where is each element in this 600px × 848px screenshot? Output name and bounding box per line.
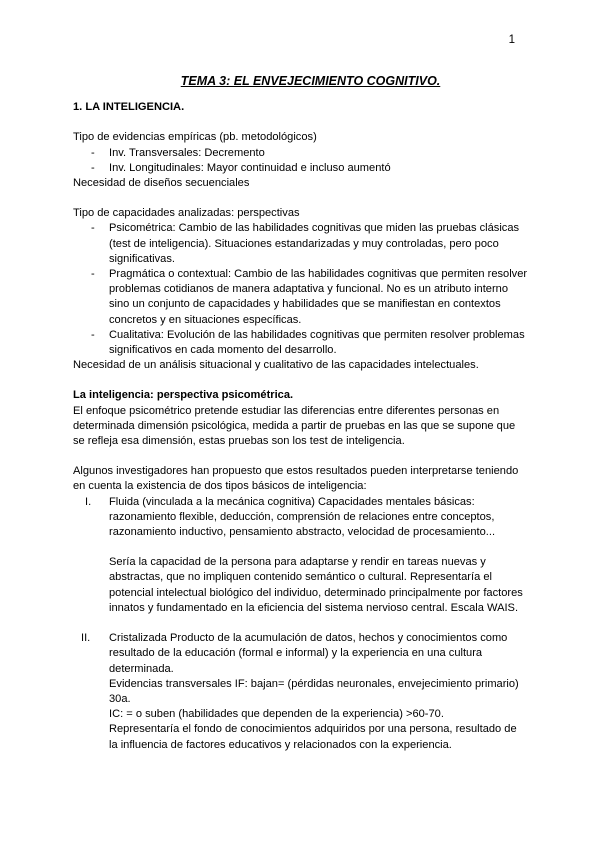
list-numeral: II. [81,632,91,645]
document-body [73,74,528,753]
capacities-list [73,221,528,358]
list-item: - Psicométrica: Cambio de las habilidades cognitivas que miden las pruebas clásicas (test de inteligencia). Situaciones estandarizadas y muy controladas, pero poco significativas. [73,221,528,267]
psychometric-paragraph: El enfoque psicométrico pretende estudiar las diferencias entre diferentes personas en determinada dimensión psicológica, medida a partir de pruebas en las que se supone que se refleja esa dimensión, estas pruebas son los test de inteligencia. [73,404,516,448]
type-evidence: Evidencias transversales IF: bajan= (pérdidas neuronales, envejecimiento primario) 30a. [109,677,519,705]
capacities-intro: Tipo de capacidades analizadas: perspectivas [73,207,300,220]
list-item: - Pragmática o contextual: Cambio de las habilidades cognitivas que permiten resolver problemas cotidianos de manera adaptativa y funcional. No es un atributo interno sino un conjunto de capacidades y habilidades que se manifiestan en contextos concretos y en situaciones específicas. [73,267,528,328]
document-title: TEMA 3: EL ENVEJECIMIENTO COGNITIVO. [180,74,441,88]
list-item: - Inv. Longitudinales: Mayor continuidad e incluso aumentó [73,161,528,176]
list-item: - Inv. Transversales: Decremento [73,146,528,161]
page-number: 1 [508,34,515,46]
subsection-heading: La inteligencia: perspectiva psicométrica. [73,389,294,402]
type-evidence: IC: = o suben (habilidades que dependen de la experiencia) >60-70. [109,708,444,721]
section-heading: 1. LA INTELIGENCIA. [73,101,185,114]
type-description: Fluida (vinculada a la mecánica cognitiva) Capacidades mentales básicas: razonamiento flexible, deducción, comprensión de relaciones entre conceptos, razonamiento inductivo, pensamiento abstracto, velocidad de procesamiento... [109,495,496,539]
list-item [73,495,528,631]
list-item: - Cualitativa: Evolución de las habilidades cognitivas que permiten resolver problemas significativos en cada momento del desarrollo. [73,328,528,358]
intelligence-types-list [73,495,528,753]
evidence-note: Necesidad de diseños secuenciales [73,177,250,190]
type-explanation: Representaría el fondo de conocimientos adquiridos por una persona, resultado de la influencia de factores educativos y relacionados con la experiencia. [109,723,517,751]
capacities-note: Necesidad de un análisis situacional y cualitativo de las capacidades intelectuales. [73,359,479,372]
list-item [73,631,528,753]
evidence-intro: Tipo de evidencias empíricas (pb. metodológicos) [73,131,317,144]
evidence-list [73,146,528,176]
list-numeral: I. [85,495,92,508]
type-description: Cristalizada Producto de la acumulación de datos, hechos y conocimientos como resultado de la educación (formal e informal) y la experiencia en una cultura determinada. [109,632,508,675]
types-intro: Algunos investigadores han propuesto que estos resultados pueden interpretarse teniendo en cuenta la existencia de dos tipos básicos de inteligencia: [73,465,519,493]
type-explanation: Sería la capacidad de la persona para adaptarse y rendir en tareas nuevas y abstractas, que no impliquen contenido semántico o cultural. Representaría el potencial intelectual biológico del individuo, determinado principalmente por factores innatos y fundamentado en la eficiencia del sistema nervioso central. Escala WAIS. [109,556,523,614]
